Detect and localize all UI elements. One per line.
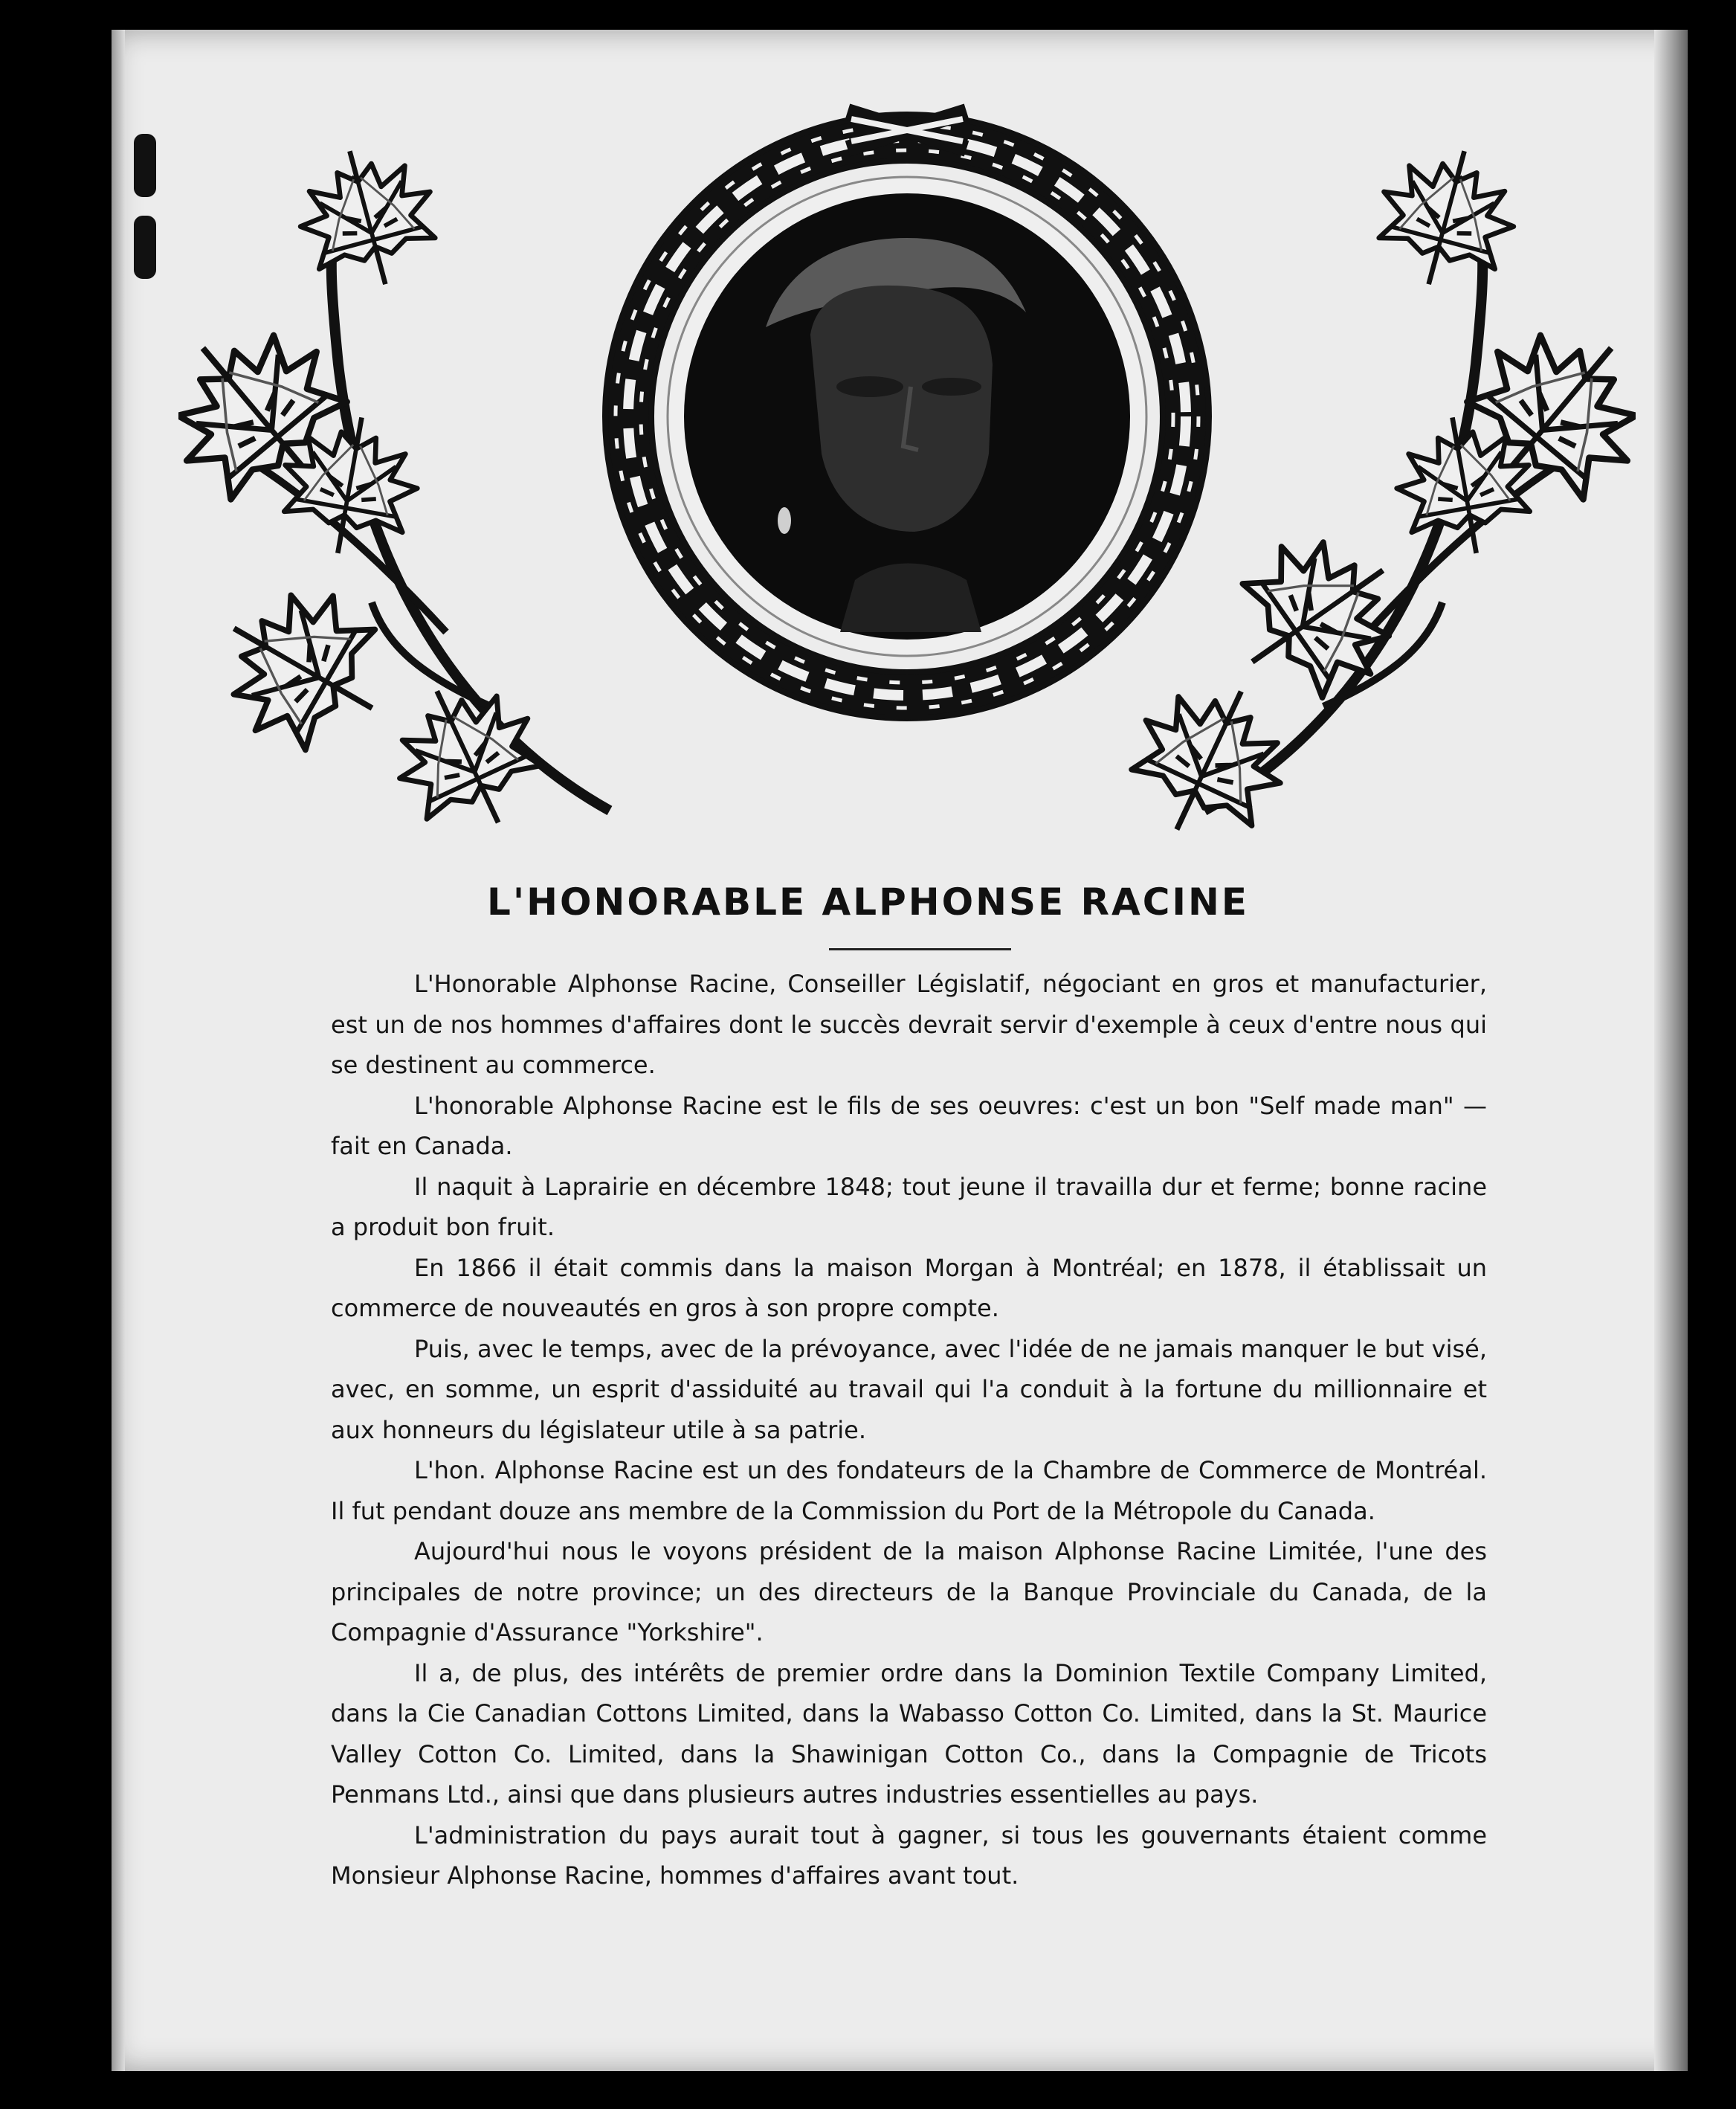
binding-hole <box>134 216 156 279</box>
paragraph: En 1866 il était commis dans la maison Morgan à Montréal; en 1878, il établissait un commerce de nouveautés en gros à son propre compte. <box>331 1253 1487 1322</box>
portrait-ornament <box>178 67 1636 855</box>
binding-hole <box>134 134 156 197</box>
paragraph: L'administration du pays aurait tout à gagner, si tous les gouvernants étaient comme Monsieur Alphonse Racine, hommes d'affaires avant tout. <box>331 1820 1487 1890</box>
title-rule <box>829 948 1011 950</box>
portrait-photo <box>684 193 1130 640</box>
maple-leaf <box>285 134 450 302</box>
maple-leaf <box>195 561 410 776</box>
paragraph: Puis, avec le temps, avec de la prévoyance, avec l'idée de ne jamais manquer le but visé, avec, en somme, un esprit d'assiduité au travail qui l'a conduit à la fortune du millionnaire et aux honneurs du législateur utile à sa patrie. <box>331 1334 1487 1444</box>
paragraph: L'Honorable Alphonse Racine, Conseiller Législatif, négociant en gros et manufacturier, est un de nos hommes d'affaires dont le succès devrait servir d'exemple à ceux d'entre nous qui se destinent au commerce. <box>331 970 1487 1079</box>
paragraph: Il a, de plus, des intérêts de premier ordre dans la Dominion Textile Company Limited, dans la Cie Canadian Cottons Limited, dans la Wabasso Cotton Co. Limited, dans la St. Maurice Valley Cotton Co. Limited, dans la Shawinigan Cotton Co., dans la Compagnie de Tricots Penmans Ltd., ainsi que dans plusieurs autres industries essentielles au pays. <box>331 1658 1487 1809</box>
paragraph: Il naquit à Laprairie en décembre 1848; tout jeune il travailla dur et ferme; bonne racine a produit bon fruit. <box>331 1172 1487 1241</box>
maple-leaf <box>1364 134 1529 302</box>
page-title: L'HONORABLE ALPHONSE RACINE <box>486 880 1250 924</box>
page-right-edge <box>1654 30 1688 2071</box>
paragraph: Aujourd'hui nous le voyons président de la maison Alphonse Racine Limitée, l'une des principales de notre province; un des directeurs de la Banque Provinciale du Canada, de la Compagnie d'Assurance "Yorkshire". <box>331 1537 1487 1646</box>
page-left-edge <box>112 30 125 2071</box>
paragraph: L'honorable Alphonse Racine est le fils de ses oeuvres: c'est un bon "Self made man" — fait en Canada. <box>331 1091 1487 1160</box>
article-body <box>331 964 1487 1896</box>
paragraph: L'hon. Alphonse Racine est un des fondateurs de la Chambre de Commerce de Montréal. Il fut pendant douze ans membre de la Commission du Port de la Métropole du Canada. <box>331 1456 1487 1525</box>
maple-branch-right <box>1204 178 1576 811</box>
